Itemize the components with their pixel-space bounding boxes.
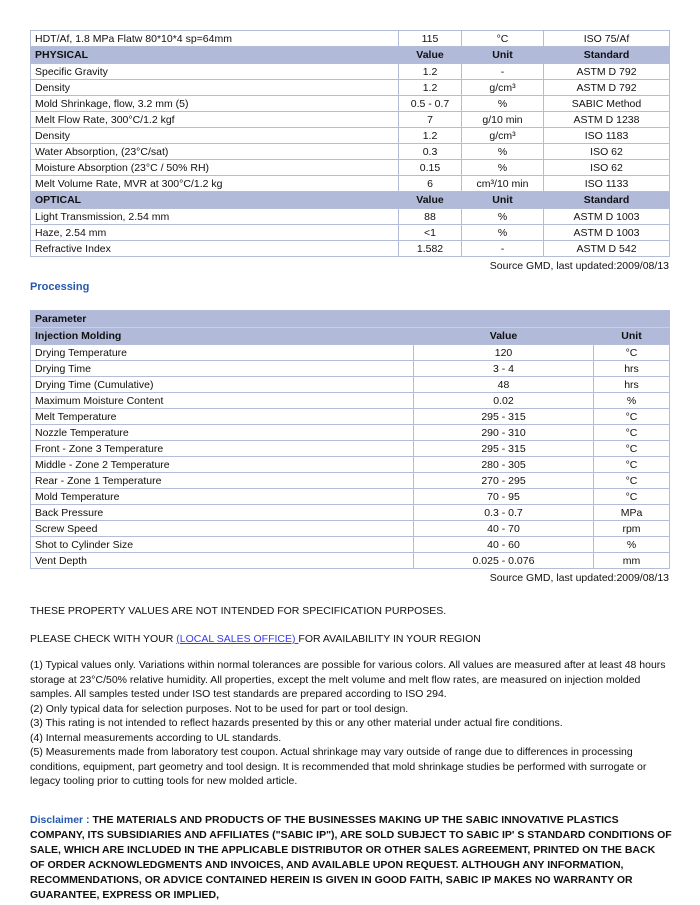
processing-source-note: Source GMD, last updated:2009/08/13	[489, 572, 669, 584]
parameter-unit-cell: °C	[594, 489, 670, 505]
property-standard-cell: ISO 1133	[544, 176, 670, 192]
property-row	[31, 209, 670, 225]
property-value-cell: 6	[399, 176, 462, 192]
property-row	[31, 80, 670, 96]
processing-section-heading: Processing	[30, 281, 90, 293]
parameter-value-cell: 3 - 4	[414, 361, 594, 377]
parameter-value-cell: 120	[414, 345, 594, 361]
parameter-value-cell: 295 - 315	[414, 441, 594, 457]
parameter-unit-cell: rpm	[594, 521, 670, 537]
processing-table	[30, 310, 670, 569]
parameter-unit-cell: °C	[594, 441, 670, 457]
parameter-label-cell: Back Pressure	[31, 505, 414, 521]
property-label-cell: Density	[31, 128, 399, 144]
parameter-value-cell: 270 - 295	[414, 473, 594, 489]
parameter-row	[31, 537, 670, 553]
property-unit-cell: °C	[462, 31, 544, 47]
parameter-row	[31, 473, 670, 489]
property-standard-cell: ASTM D 792	[544, 80, 670, 96]
property-standard-cell: ISO 1183	[544, 128, 670, 144]
parameter-unit-cell: %	[594, 393, 670, 409]
property-unit-cell: %	[462, 225, 544, 241]
property-standard-cell: ASTM D 792	[544, 64, 670, 80]
properties-source-note: Source GMD, last updated:2009/08/13	[489, 260, 669, 272]
processing-subheader-value-cell: Value	[414, 328, 594, 345]
footnote-1: (1) Typical values only. Variations within normal tolerances are possible for various colors. All values are measured after at least 48 hours storage at 23°C/50% relative humidity. All properties, except the melt volume and melt flow rates, are measured on injection molded samples. All samples tested under ISO test standards are prepared according to ISO 294.	[30, 659, 666, 700]
property-label-cell: PHYSICAL	[31, 47, 399, 64]
footnotes-block	[30, 658, 675, 789]
property-value-cell: Value	[399, 192, 462, 209]
parameter-row	[31, 345, 670, 361]
parameter-unit-cell: hrs	[594, 377, 670, 393]
parameter-value-cell: 40 - 70	[414, 521, 594, 537]
property-value-cell: <1	[399, 225, 462, 241]
parameter-label-cell: Mold Temperature	[31, 489, 414, 505]
property-unit-cell: %	[462, 209, 544, 225]
property-label-cell: Melt Volume Rate, MVR at 300°C/1.2 kg	[31, 176, 399, 192]
parameter-row	[31, 409, 670, 425]
availability-prefix-text: PLEASE CHECK WITH YOUR	[30, 633, 177, 645]
property-row	[31, 31, 670, 47]
property-unit-cell: %	[462, 96, 544, 112]
processing-subheader-unit-cell: Unit	[594, 328, 670, 345]
property-row	[31, 241, 670, 257]
parameter-row	[31, 361, 670, 377]
parameter-unit-cell: °C	[594, 345, 670, 361]
property-value-cell: 115	[399, 31, 462, 47]
property-unit-cell: %	[462, 160, 544, 176]
parameter-label-cell: Middle - Zone 2 Temperature	[31, 457, 414, 473]
property-value-cell: 0.15	[399, 160, 462, 176]
property-unit-cell: -	[462, 241, 544, 257]
property-row	[31, 225, 670, 241]
parameter-value-cell: 48	[414, 377, 594, 393]
property-row	[31, 96, 670, 112]
properties-table	[30, 30, 670, 257]
parameter-unit-cell: °C	[594, 425, 670, 441]
parameter-label-cell: Melt Temperature	[31, 409, 414, 425]
property-label-cell: Specific Gravity	[31, 64, 399, 80]
property-row	[31, 144, 670, 160]
parameter-unit-cell: mm	[594, 553, 670, 569]
parameter-label-cell: Front - Zone 3 Temperature	[31, 441, 414, 457]
property-value-cell: Value	[399, 47, 462, 64]
property-standard-cell: ISO 62	[544, 160, 670, 176]
parameter-row	[31, 457, 670, 473]
property-unit-cell: g/cm³	[462, 128, 544, 144]
parameter-row	[31, 393, 670, 409]
parameter-unit-cell: hrs	[594, 361, 670, 377]
parameter-row	[31, 377, 670, 393]
parameter-unit-cell: °C	[594, 473, 670, 489]
property-unit-cell: Unit	[462, 47, 544, 64]
property-standard-cell: Standard	[544, 192, 670, 209]
property-value-cell: 1.582	[399, 241, 462, 257]
parameter-value-cell: 40 - 60	[414, 537, 594, 553]
property-row	[31, 112, 670, 128]
property-value-cell: 88	[399, 209, 462, 225]
parameter-row	[31, 505, 670, 521]
parameter-row	[31, 553, 670, 569]
availability-suffix-text: FOR AVAILABILITY IN YOUR REGION	[298, 633, 481, 645]
property-row	[31, 160, 670, 176]
property-label-cell: Melt Flow Rate, 300°C/1.2 kgf	[31, 112, 399, 128]
property-label-cell: Refractive Index	[31, 241, 399, 257]
parameter-value-cell: 70 - 95	[414, 489, 594, 505]
property-label-cell: Density	[31, 80, 399, 96]
section-header-row	[31, 47, 670, 64]
parameter-row	[31, 521, 670, 537]
property-row	[31, 64, 670, 80]
property-row	[31, 176, 670, 192]
processing-group-header-cell: Parameter	[31, 311, 670, 328]
property-row	[31, 128, 670, 144]
property-label-cell: Water Absorption, (23°C/sat)	[31, 144, 399, 160]
property-standard-cell: Standard	[544, 47, 670, 64]
footnote-5: (5) Measurements made from laboratory test coupon. Actual shrinkage may vary outside of range due to differences in processing conditions, equipment, part geometry and tool design. It is recommended that mold shrinkage studies be performed with surrogate or legacy tooling prior to cutting tools for new molded article.	[30, 746, 647, 787]
parameter-value-cell: 0.02	[414, 393, 594, 409]
parameter-row	[31, 489, 670, 505]
property-label-cell: Mold Shrinkage, flow, 3.2 mm (5)	[31, 96, 399, 112]
property-unit-cell: %	[462, 144, 544, 160]
parameter-label-cell: Maximum Moisture Content	[31, 393, 414, 409]
processing-subheader-label-cell: Injection Molding	[31, 328, 414, 345]
property-standard-cell: ISO 62	[544, 144, 670, 160]
property-value-cell: 0.5 - 0.7	[399, 96, 462, 112]
parameter-label-cell: Screw Speed	[31, 521, 414, 537]
property-standard-cell: SABIC Method	[544, 96, 670, 112]
footnote-4: (4) Internal measurements according to UL standards.	[30, 731, 282, 744]
property-value-cell: 0.3	[399, 144, 462, 160]
parameter-unit-cell: °C	[594, 409, 670, 425]
property-standard-cell: ASTM D 542	[544, 241, 670, 257]
property-unit-cell: g/10 min	[462, 112, 544, 128]
parameter-value-cell: 295 - 315	[414, 409, 594, 425]
property-label-cell: Light Transmission, 2.54 mm	[31, 209, 399, 225]
parameter-label-cell: Drying Time	[31, 361, 414, 377]
property-value-cell: 1.2	[399, 64, 462, 80]
parameter-label-cell: Nozzle Temperature	[31, 425, 414, 441]
parameter-unit-cell: °C	[594, 457, 670, 473]
parameter-unit-cell: %	[594, 537, 670, 553]
parameter-label-cell: Drying Time (Cumulative)	[31, 377, 414, 393]
parameter-label-cell: Rear - Zone 1 Temperature	[31, 473, 414, 489]
parameter-value-cell: 0.025 - 0.076	[414, 553, 594, 569]
property-label-cell: Haze, 2.54 mm	[31, 225, 399, 241]
property-label-cell: HDT/Af, 1.8 MPa Flatw 80*10*4 sp=64mm	[31, 31, 399, 47]
disclaimer-text: THE MATERIALS AND PRODUCTS OF THE BUSINESSES MAKING UP THE SABIC INNOVATIVE PLASTICS COMPANY, ITS SUBSIDIARIES AND AFFILIATES ("SABIC IP"), ARE SOLD SUBJECT TO SABIC IP' S STANDARD CONDITIONS OF SALE, WHICH ARE INCLUDED IN THE APPLICABLE DISTRIBUTOR OR OTHER SALES AGREEMENT, PRINTED ON THE BACK OF ORDER ACKNOWLEDGMENTS AND INVOICES, AND AVAILABLE UPON REQUEST. ALTHOUGH ANY INFORMATION, RECOMMENDATIONS, OR ADVICE CONTAINED HEREIN IS GIVEN IN GOOD FAITH, SABIC IP MAKES NO WARRANTY OR GUARANTEE, EXPRESS OR IMPLIED,	[30, 813, 672, 901]
footnote-2: (2) Only typical data for selection purposes. Not to be used for part or tool design.	[30, 702, 409, 715]
processing-sub-header-row	[31, 328, 670, 345]
property-value-cell: 1.2	[399, 128, 462, 144]
property-label-cell: Moisture Absorption (23°C / 50% RH)	[31, 160, 399, 176]
parameter-label-cell: Shot to Cylinder Size	[31, 537, 414, 553]
parameter-label-cell: Vent Depth	[31, 553, 414, 569]
property-label-cell: OPTICAL	[31, 192, 399, 209]
property-standard-cell: ASTM D 1003	[544, 225, 670, 241]
processing-group-header-row	[31, 311, 670, 328]
parameter-value-cell: 0.3 - 0.7	[414, 505, 594, 521]
parameter-row	[31, 441, 670, 457]
section-header-row	[31, 192, 670, 209]
property-unit-cell: -	[462, 64, 544, 80]
property-unit-cell: Unit	[462, 192, 544, 209]
property-standard-cell: ISO 75/Af	[544, 31, 670, 47]
specification-notice: THESE PROPERTY VALUES ARE NOT INTENDED FOR SPECIFICATION PURPOSES.	[30, 605, 447, 617]
property-value-cell: 7	[399, 112, 462, 128]
property-standard-cell: ASTM D 1238	[544, 112, 670, 128]
parameter-value-cell: 280 - 305	[414, 457, 594, 473]
parameter-label-cell: Drying Temperature	[31, 345, 414, 361]
parameter-value-cell: 290 - 310	[414, 425, 594, 441]
parameter-unit-cell: MPa	[594, 505, 670, 521]
availability-notice	[30, 633, 675, 645]
disclaimer-label: Disclaimer :	[30, 813, 90, 826]
property-standard-cell: ASTM D 1003	[544, 209, 670, 225]
footnote-3: (3) This rating is not intended to reflect hazards presented by this or any other material under actual fire conditions.	[30, 717, 563, 729]
property-unit-cell: cm³/10 min	[462, 176, 544, 192]
property-value-cell: 1.2	[399, 80, 462, 96]
parameter-row	[31, 425, 670, 441]
property-unit-cell: g/cm³	[462, 80, 544, 96]
local-sales-office-link[interactable]: (LOCAL SALES OFFICE)	[176, 633, 299, 645]
disclaimer-block	[30, 813, 672, 903]
